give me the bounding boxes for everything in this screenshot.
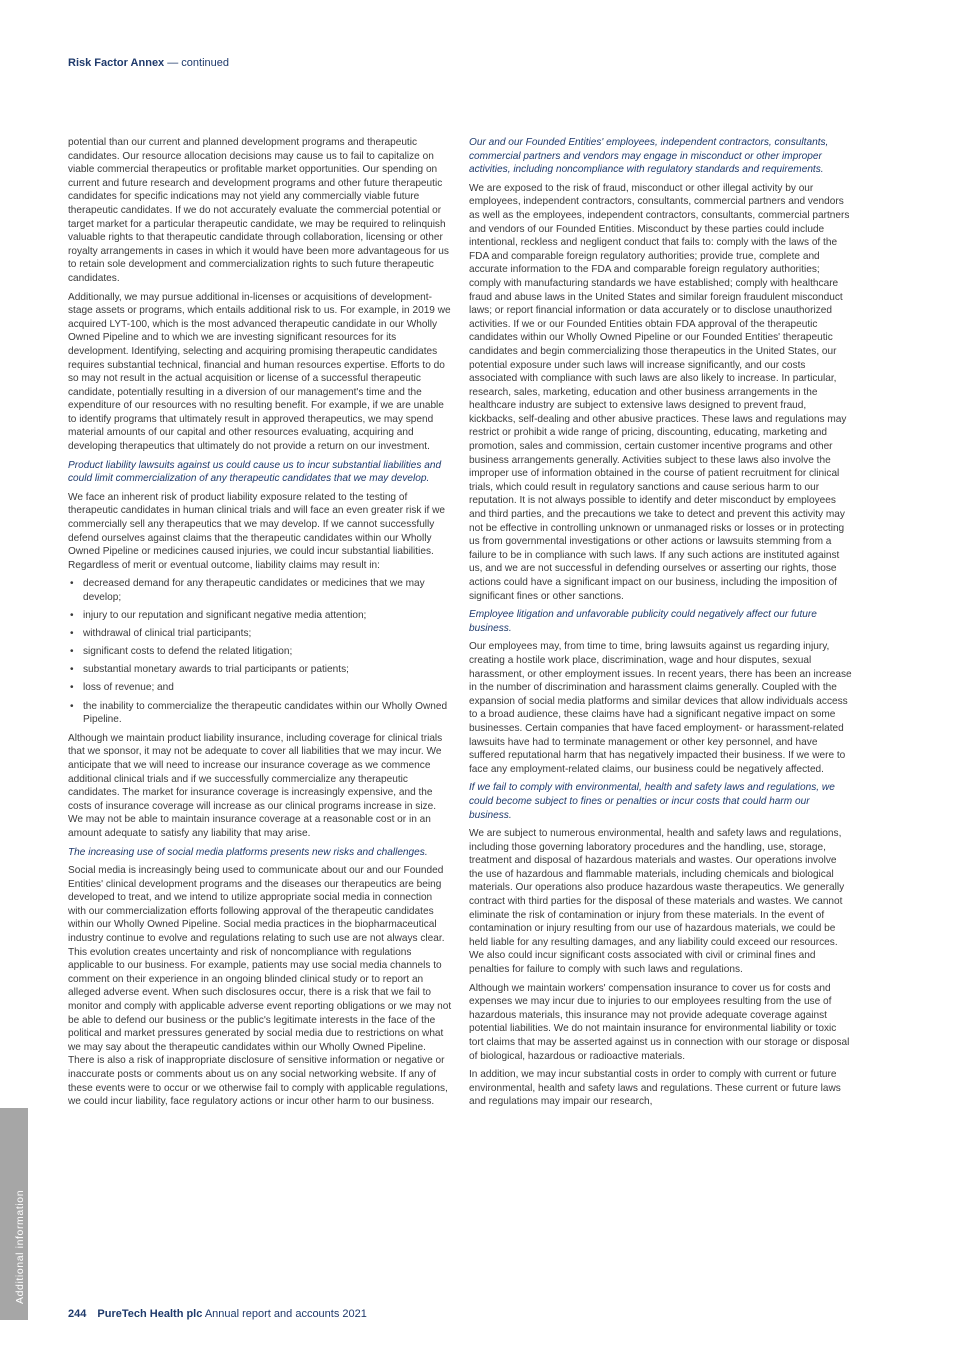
section-side-tab	[0, 1108, 28, 1320]
left-column	[68, 136, 452, 1114]
right-column	[469, 136, 853, 1114]
list-item: • substantial monetary awards to trial participants or patients;	[68, 663, 452, 677]
company-name: PureTech Health plc	[97, 1308, 203, 1320]
paragraph: Additionally, we may pursue additional in-licenses or acquisitions of development-stage assets or programs, which entails additional risk to us. For example, in 2019 we acquired LYT-100, which is the most advanced therapeutic candidate in our Wholly Owned Pipeline and to which we are investing significant resources for its development. Identifying, selecting and acquiring promising therapeutic candidates requires substantial technical, financial and human resources expertise. Efforts to do so may not result in the actual acquisition or license of a successful therapeutic candidate, potentially resulting in a diversion of our management's time and the expenditure of our resources with no resulting benefit. For example, if we are unable to identify programs that ultimately result in approved therapeutics, we may spend material amounts of our capital and other resources evaluating, acquiring and developing therapeutics that ultimately do not provide a return on our investment.	[68, 291, 451, 453]
risk-heading: The increasing use of social media platforms presents new risks and challenges.	[68, 846, 428, 858]
risk-heading: Employee litigation and unfavorable publicity could negatively affect our future business.	[469, 609, 817, 634]
list-item: • withdrawal of clinical trial participants;	[68, 627, 452, 641]
paragraph: potential than our current and planned development programs and therapeutic candidates. Our resource allocation decisions may cause us to fail to capitalize on viable commercial therapeutics or profitable market opportunities. Our spending on current and future research and development programs and other future therapeutic candidates for specific indications may not yield any commercially viable future therapeutic candidates. If we do not accurately evaluate the commercial potential or target market for a particular therapeutic candidate, we may be required to relinquish valuable rights to that therapeutic candidate through collaboration, licensing or other royalty arrangements in cases in which it would have been more advantageous for us to retain sole development and commercialization rights to such future therapeutic candidates.	[68, 137, 449, 284]
paragraph: We are subject to numerous environmental, health and safety laws and regulations, including those governing laboratory procedures and the handling, use, storage, treatment and disposal of hazardous materials and wastes. Our operations involve the use of hazardous and flammable materials, including chemicals and biological materials. Our operations also produce hazardous waste therapeutics. We generally contract with third parties for the disposal of these materials and wastes. We cannot eliminate the risk of contamination or injury from these materials. In the event of contamination or injury resulting from our use of hazardous materials, we could be held liable for any resulting damages, and any liability could exceed our resources. We also could incur significant costs associated with civil or criminal fines and penalties for failure to comply with such laws and regulations.	[469, 828, 845, 976]
page-number: 244	[68, 1308, 87, 1320]
paragraph: Although we maintain workers' compensation insurance to cover us for costs and expenses we may incur due to injuries to our employees resulting from the use of hazardous materials, this insurance may not provide adequate coverage against potential liabilities. We do not maintain insurance for environmental liability or toxic tort claims that may be asserted against us in connection with our storage or disposal of biological, hazardous or radioactive materials.	[469, 982, 850, 1062]
risk-heading: Our and our Founded Entities' employees, independent contractors, consultants, commercial partners and vendors may engage in misconduct or other improper activities, including noncompliance with regulatory standards and requirements.	[469, 137, 829, 176]
bullet-list	[68, 577, 452, 726]
list-item: • loss of revenue; and	[68, 681, 452, 695]
paragraph: Social media is increasingly being used to communicate about our and our Founded Entities' clinical development programs and the diseases our therapeutics are being developed to treat, and we intend to utilize appropriate social media in connection with our commercialization efforts following approval of the therapeutic candidates within our Wholly Owned Pipeline. Social media practices in the biopharmaceutical industry continue to evolve and regulations relating to such use are not always clear. This evolution creates uncertainty and risk of noncompliance with regulations applicable to our business. For example, patients may use social media channels to comment on their experience in an ongoing blinded clinical study or to report an alleged adverse event. When such disclosures occur, there is a risk that we fail to monitor and comply with applicable adverse event reporting obligations or we may not be able to defend our business or the public's legitimate interests in the face of the political and market pressures generated by social media due to restrictions on what we may say about the therapeutic candidates within our Wholly Owned Pipeline. There is also a risk of inappropriate disclosure of sensitive information or negative or inaccurate posts or comments about us on any social networking website. If any of these events were to occur or we otherwise fail to comply with applicable regulations, we could incur liability, face regulatory actions or incur other harm to our business.	[68, 865, 452, 1108]
list-item: • the inability to commercialize the therapeutic candidates within our Wholly Owned Pipeline.	[68, 700, 452, 727]
paragraph: We are exposed to the risk of fraud, misconduct or other illegal activity by our employees, independent contractors, consultants, commercial partners and vendors as well as the employees, independent contractors, consultants, commercial partners and vendors of our Founded Entities. Misconduct by these parties could include intentional, reckless and negligent conduct that fails to: comply with the laws of the FDA and comparable foreign regulatory authorities; provide true, complete and accurate information to the FDA and comparable foreign regulatory authorities; comply with manufacturing standards we have established; comply with healthcare fraud and abuse laws in the United States and similar foreign fraudulent misconduct laws; or report financial information or data accurately or to disclose unauthorized activities. If we or our Founded Entities obtain FDA approval of the therapeutic candidates within our Wholly Owned Pipeline or our Founded Entities' therapeutic candidates and begin commercializing those therapeutics in the United States, our potential exposure under such laws will increase significantly, and our costs associated with compliance with such laws are also likely to increase. In particular, research, sales, marketing, education and other business arrangements in the healthcare industry are subject to extensive laws designed to prevent fraud, kickbacks, self-dealing and other abusive practices. These laws and regulations may restrict or prohibit a wide range of pricing, discounting, educating, marketing and promotion, sales and commission, certain customer incentive programs and other business arrangements generally. Activities subject to these laws also involve the improper use of information obtained in the course of patient recruitment for clinical trials, which could result in regulatory sanctions and cause serious harm to our reputation. It is not always possible to identify and deter misconduct by employees and third parties, and the precautions we take to detect and prevent this activity may not be effective in controlling unknown or unmanaged risks or losses or in protecting us from governmental investigations or other actions or lawsuits stemming from a failure to be in compliance with such laws. If any such actions are instituted against us, and we are not successful in defending ourselves or asserting our rights, those actions could have a significant impact on our business, including the imposition of significant fines or other sanctions.	[469, 182, 850, 602]
paragraph: In addition, we may incur substantial costs in order to comply with current or future environmental, health and safety laws and regulations. These current or future laws and regulations may impair our research,	[469, 1069, 841, 1108]
list-item: • injury to our reputation and significant negative media attention;	[68, 609, 452, 623]
risk-heading: Product liability lawsuits against us could cause us to incur substantial liabilities and could limit commercialization of any therapeutic candidates that we may develop.	[68, 459, 442, 485]
report-title: Annual report and accounts 2021	[204, 1308, 367, 1320]
running-header	[68, 57, 229, 69]
section-title: Risk Factor Annex	[68, 57, 165, 69]
page-footer	[68, 1308, 367, 1320]
side-tab-label: Additional information	[14, 1189, 26, 1304]
list-item: • significant costs to defend the related litigation;	[68, 645, 452, 659]
paragraph: Although we maintain product liability insurance, including coverage for clinical trials that we sponsor, it may not be adequate to cover all liabilities that we may incur. We anticipate that we will need to increase our insurance coverage as we commence additional clinical trials and if we successfully commercialize any therapeutic candidates. The market for insurance coverage is increasingly expensive, and the costs of insurance coverage will increase as our clinical programs increase in size. We may not be able to maintain insurance coverage at a reasonable cost or in an amount adequate to satisfy any liability that may arise.	[68, 732, 443, 839]
paragraph: We face an inherent risk of product liability exposure related to the testing of therapeutic candidates in human clinical trials and will face an even greater risk if we commercially sell any therapeutics that we may develop. If we cannot successfully defend ourselves against claims that the therapeutic candidates within our Wholly Owned Pipeline or medicines caused injuries, we could incur substantial liabilities. Regardless of merit or eventual outcome, liability claims may result in:	[68, 491, 446, 571]
continued-label: — continued	[167, 57, 230, 69]
list-item: • decreased demand for any therapeutic candidates or medicines that we may develop;	[68, 577, 452, 604]
paragraph: Our employees may, from time to time, bring lawsuits against us regarding injury, creating a hostile work place, discrimination, wage and hour disputes, sexual harassment, or other employment issues. In recent years, there has been an increase in the number of discrimination and harassment claims generally. Coupled with the expansion of social media platforms and similar devices that allow individuals access to a broad audience, these claims have had a significant negative impact on some businesses. Certain companies that have faced employment- or harassment-related lawsuits have had to terminate management or other key personnel, and have suffered reputational harm that has negatively impacted their business. If we were to face any employment-related claims, our business could be negatively affected.	[469, 641, 852, 775]
risk-heading: If we fail to comply with environmental, health and safety laws and regulations, we could become subject to fines or penalties or incur costs that could harm our business.	[469, 782, 835, 821]
